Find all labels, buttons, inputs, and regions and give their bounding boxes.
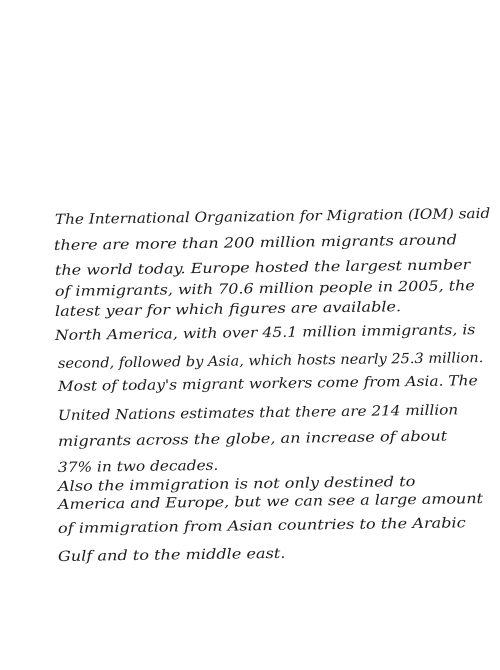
text-line-6: North America, with over 45.1 million immigrants, is <box>54 322 476 344</box>
text-line-15: Gulf and to the middle east. <box>57 545 286 565</box>
text-line-1: The International Organization for Migration (IOM) said <box>54 205 491 228</box>
text-line-4: of immigrants, with 70.6 million people in 2005, the <box>54 278 475 300</box>
text-line-14: of immigration from Asian countries to the Arabic <box>57 515 466 537</box>
text-line-5: latest year for which figures are available. <box>54 299 402 320</box>
text-line-12: Also the immigration is not only destined to <box>57 474 416 495</box>
text-line-8: Most of today's migrant workers come from Asia. The <box>57 373 478 395</box>
text-line-3: the world today. Europe hosted the largest number <box>54 257 471 279</box>
text-line-10: migrants across the globe, an increase of about <box>57 428 448 450</box>
text-line-9: United Nations estimates that there are 214 million <box>57 402 459 424</box>
text-line-2: there are more than 200 million migrants around <box>53 232 458 254</box>
text-line-7: second, followed by Asia, which hosts nearly 25.3 million. <box>57 350 484 372</box>
text-line-11: 37% in two decades. <box>57 457 219 476</box>
text-line-13: America and Europe, but we can see a large amount <box>57 491 484 513</box>
